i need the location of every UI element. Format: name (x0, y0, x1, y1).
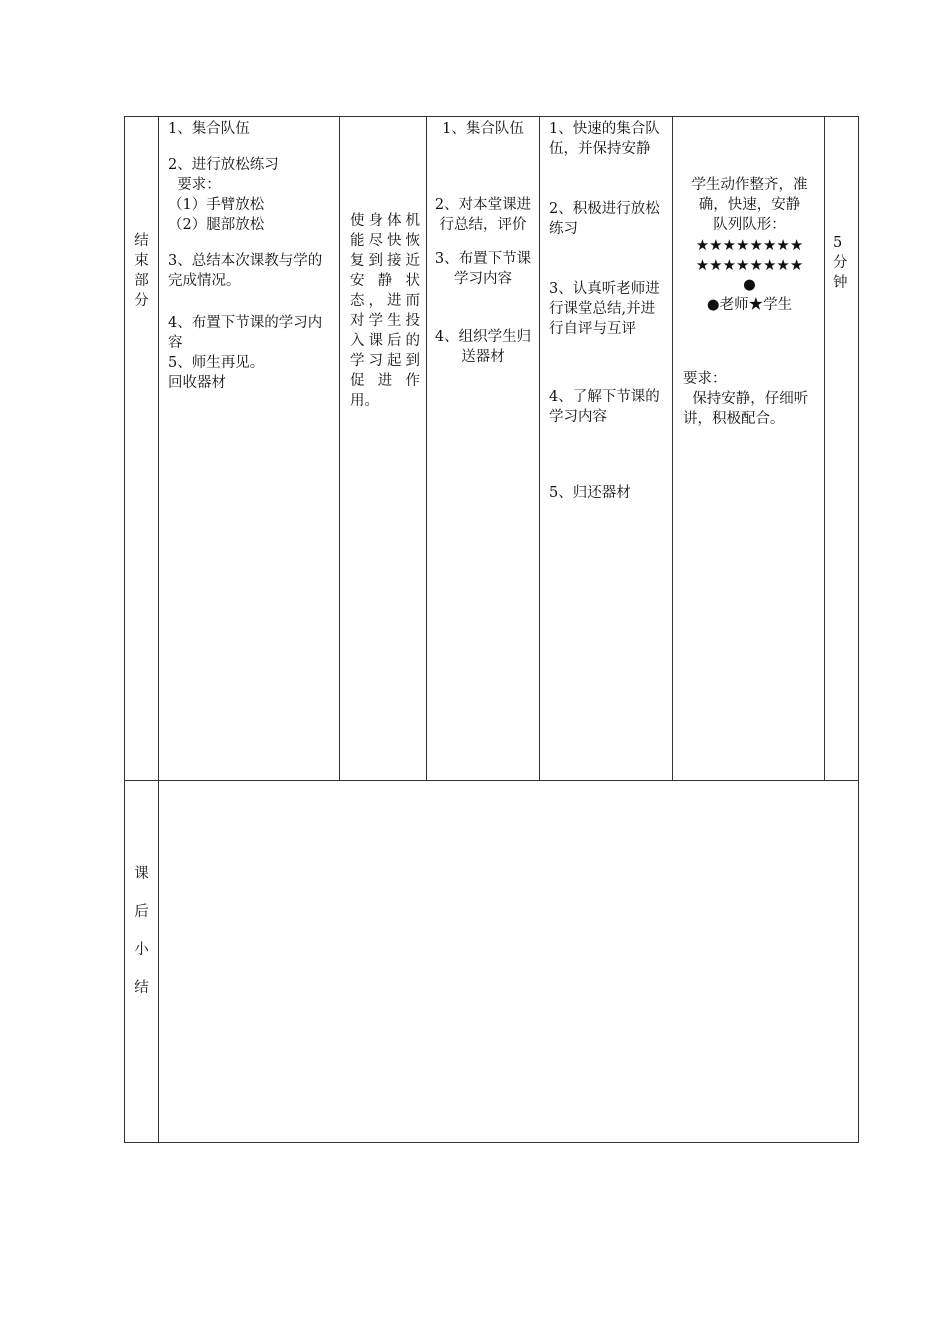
summary-label-cell (125, 781, 159, 1143)
formation-row-2: ★★★★★★★★ (695, 256, 804, 274)
goal-text: 使身体机能尽快恢复到接近安静状态，进而对学生投入课后的学习起到促进作用。 (350, 213, 420, 409)
section-label: 结束部分 (134, 233, 149, 309)
student-item-2: 2、积极进行放松练习 (549, 201, 660, 237)
formation-row-1: ★★★★★★★★ (695, 236, 804, 254)
teacher-item-4: 4、组织学生归送器材 (434, 329, 532, 365)
student-item-5: 5、归还器材 (549, 485, 631, 501)
teacher-activity-cell (427, 117, 540, 781)
content-item-2: 2、进行放松练习 (168, 157, 279, 173)
content-item-4: 4、布置下节课的学习内容 (168, 315, 323, 351)
student-item-1: 1、快速的集合队伍，并保持安静 (549, 121, 660, 157)
summary-label (134, 855, 150, 1007)
ending-section-row (125, 117, 859, 781)
organization-cell (673, 117, 825, 781)
student-item-4: 4、了解下节课的学习内容 (549, 389, 660, 425)
section-label-cell (125, 117, 159, 781)
formation-label: 队列队形： (713, 217, 786, 233)
content-item-3: 3、总结本次课教与学的完成情况。 (168, 253, 323, 289)
content-cell (159, 117, 340, 781)
teacher-item-1: 1、集合队伍 (442, 121, 524, 137)
organization-req-label: 要求： (683, 371, 727, 387)
content-item-2-2: （2）腿部放松 (168, 217, 265, 233)
teacher-item-3: 3、布置下节课学习内容 (434, 251, 532, 287)
teacher-item-2: 2、对本堂课进行总结，评价 (434, 197, 532, 233)
content-item-2-1: （1）手臂放松 (168, 197, 265, 213)
summary-label-char-3: 小 (134, 942, 149, 958)
summary-content-cell[interactable] (159, 781, 859, 1143)
summary-label-char-2: 后 (134, 904, 149, 920)
organization-req-text: 保持安静，仔细听讲，积极配合。 (683, 391, 809, 427)
teacher-position-mark: ● (743, 277, 756, 293)
content-item-equipment: 回收器材 (168, 375, 226, 391)
goal-cell (340, 117, 427, 781)
formation-legend: ●老师★学生 (706, 297, 793, 313)
after-class-summary-row (125, 781, 859, 1143)
organization-intro: 学生动作整齐，准确，快速，安静 (691, 177, 808, 213)
lesson-plan-table (124, 116, 859, 1143)
summary-label-char-1: 课 (134, 866, 149, 882)
content-item-5: 5、师生再见。 (168, 355, 265, 371)
student-activity-cell (540, 117, 673, 781)
time-cell (825, 117, 859, 781)
content-item-1: 1、集合队伍 (168, 121, 250, 137)
content-requirement-label: 要求： (168, 177, 221, 193)
student-item-3: 3、认真听老师进行课堂总结,并进行自评与互评 (549, 281, 660, 337)
time-text: 5分钟 (833, 235, 848, 291)
summary-label-char-4: 结 (134, 980, 149, 996)
